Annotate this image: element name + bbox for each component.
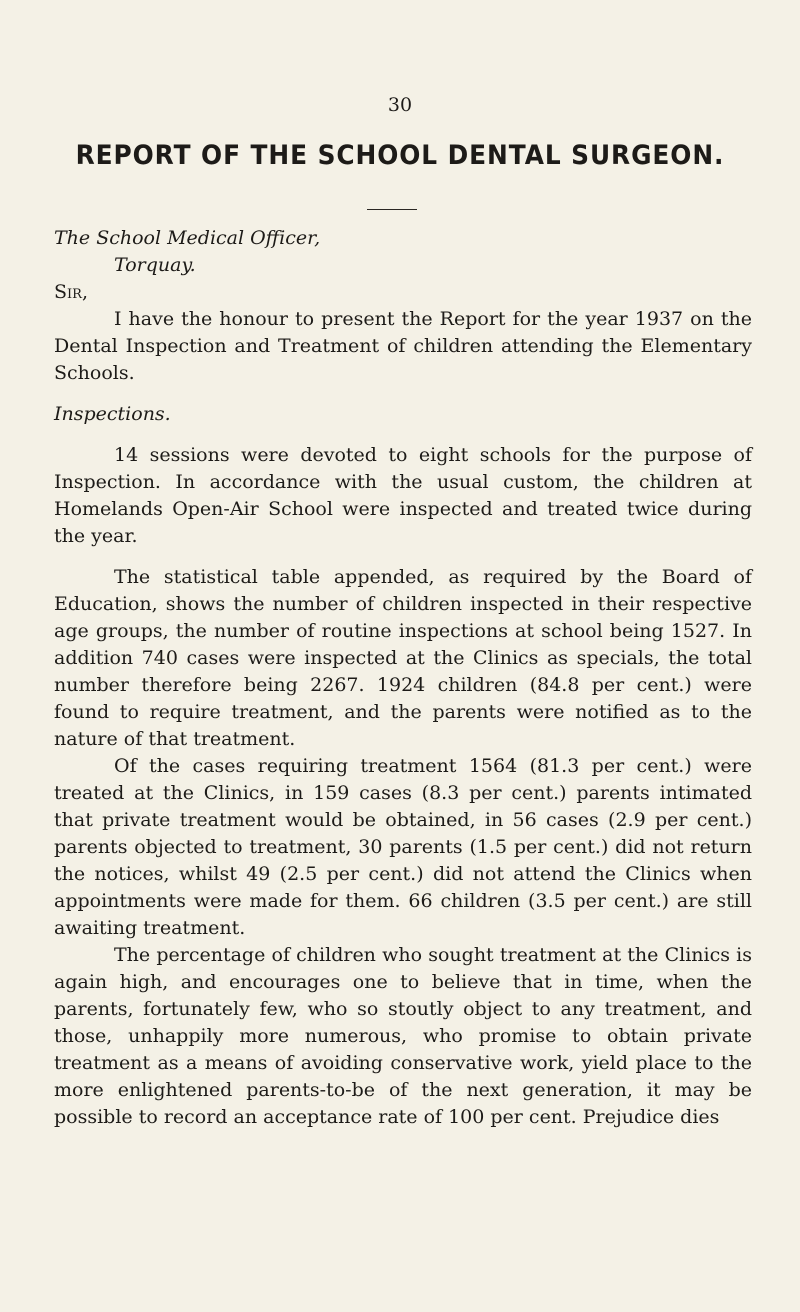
report-body [54,225,752,1131]
salutation: Sir, [54,281,88,303]
title-divider [367,209,417,210]
paragraph-3: Of the cases requiring treatment 1564 (81.3 per cent.) were treated at the Clinics, in 159 cases (8.3 per cent.) parents intimated that private treatment would be obtained, in 56 cases (2.9 per cent.) parents objected to treatment, 30 parents (1.5 per cent.) did not return the notices, whilst 49 (2.5 per cent.) did not attend the Clinics when appointments were made for them. 66 children (3.5 per cent.) are still awaiting treatment. [54,755,752,939]
section-heading-inspections: Inspections. [54,403,171,425]
addressee-line-2: Torquay. [114,254,196,276]
addressee-line-1: The School Medical Officer, [54,227,321,249]
paragraph-1: 14 sessions were devoted to eight schools for the purpose of Inspection. In accordance with the usual custom, the children at Homelands Open-Air School were inspected and treated twice during the year. [54,444,752,547]
page-number: 30 [387,94,413,116]
paragraph-4: The percentage of children who sought treatment at the Clinics is again high, and encourages one to believe that in time, when the parents, fortunately few, who so stoutly object to any treatment, and those, unhappily more numerous, who promise to obtain private treatment as a means of avoiding conservative work, yield place to the more enlightened parents-to-be of the next generation, it may be possible to record an acceptance rate of 100 per cent. Prejudice dies [54,944,752,1128]
intro-paragraph: I have the honour to present the Report for the year 1937 on the Dental Inspection and Treatment of children attending the Elementary Schools. [54,308,752,384]
paragraph-2: The statistical table appended, as required by the Board of Education, shows the number of children inspected in their respective age groups, the number of routine inspections at school being 1527. In addition 740 cases were inspected at the Clinics as specials, the total number therefore being 2267. 1924 children (84.8 per cent.) were found to require treatment, and the parents were notified as to the nature of that treatment. [54,566,752,750]
report-title: REPORT OF THE SCHOOL DENTAL SURGEON. [75,140,725,171]
